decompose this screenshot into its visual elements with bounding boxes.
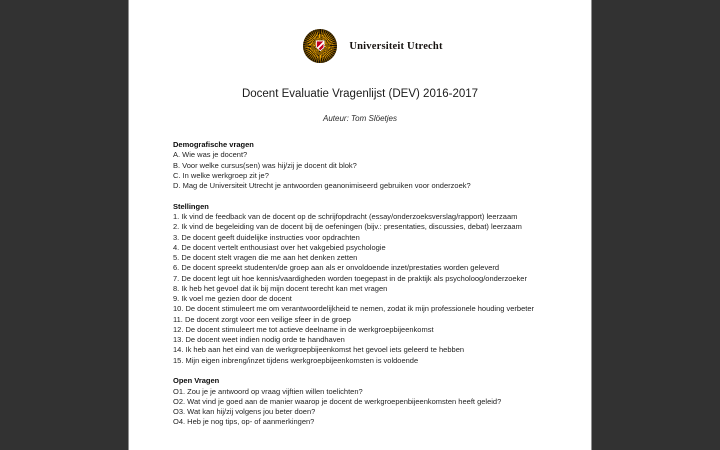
question-line: 2. Ik vind de begeleiding van de docent bij de oefeningen (bijv.: presentaties, discussies, debat) leerzaam xyxy=(173,222,522,232)
logo xyxy=(129,29,591,63)
question-line: 13. De docent weet indien nodig orde te handhaven xyxy=(173,335,345,344)
section-open-vragen xyxy=(173,376,573,427)
section-stellingen xyxy=(173,202,573,366)
question-line: 3. De docent geeft duidelijke instructies voor opdrachten xyxy=(173,232,360,242)
question-line: 11. De docent zorgt voor een veilige sfeer in de groep xyxy=(173,314,351,324)
question-line: O3. Wat kan hij/zij volgens jou beter doen? xyxy=(173,407,316,416)
question-line: 6. De docent spreekt studenten/de groep aan als er onvoldoende inzet/prestaties worden geleverd xyxy=(173,263,500,273)
question-line: C. In welke werkgroep zit je? xyxy=(173,170,269,180)
section-demografische-vragen xyxy=(173,140,573,191)
question-line: 5. De docent stelt vragen die me aan het denken zetten xyxy=(173,253,358,262)
document-author: Auteur: Tom Slöetjes xyxy=(323,114,397,123)
question-line: 10. De docent stimuleert me om verantwoordelijkheid te nemen, zodat ik mijn professionele houding verbeter xyxy=(173,304,535,314)
question-line: 12. De docent stimuleert me tot actieve deelname in de werkgroepbijeenkomst xyxy=(173,324,434,334)
question-line: D. Mag de Universiteit Utrecht je antwoorden geanonimiseerd gebruiken voor onderzoek? xyxy=(173,181,471,190)
section-heading: Stellingen xyxy=(173,201,209,211)
question-line: 14. Ik heb aan het eind van de werkgroepbijeenkomst het gevoel iets geleerd te hebben xyxy=(173,345,465,355)
uu-shield-icon xyxy=(316,40,325,51)
uu-sunburst-logo-icon xyxy=(303,29,337,63)
question-line: O2. Wat vind je goed aan de manier waarop je docent de werkgroepenbijeenkomsten heeft geleid? xyxy=(173,396,502,406)
question-line: 4. De docent vertelt enthousiast over het vakgebied psychologie xyxy=(173,242,386,252)
question-line: 15. Mijn eigen inbreng/inzet tijdens werkgroepbijeenkomsten is voldoende xyxy=(173,355,419,365)
question-line: O4. Heb je nog tips, op- of aanmerkingen? xyxy=(173,417,315,427)
question-line: 8. Ik heb het gevoel dat ik bij mijn docent terecht kan met vragen xyxy=(173,283,388,293)
logo-wordmark: Universiteit Utrecht xyxy=(349,40,443,52)
document-page xyxy=(128,0,592,450)
section-heading: Open Vragen xyxy=(173,376,220,386)
question-line: 1. Ik vind de feedback van de docent op de schrijfopdracht (essay/onderzoeksverslag/rapport) leerzaam xyxy=(173,212,518,221)
question-line: 7. De docent legt uit hoe kennis/vaardigheden worden toegepast in de praktijk als psycholoog/onderzoeker xyxy=(173,273,527,283)
question-line: O1. Zou je je antwoord op vraag vijftien willen toelichten? xyxy=(173,386,363,396)
section-heading: Demografische vragen xyxy=(173,140,254,149)
question-line: B. Voor welke cursus(sen) was hij/zij je docent dit blok? xyxy=(173,160,357,170)
question-line: 9. Ik voel me gezien door de docent xyxy=(173,294,292,303)
question-line: A. Wie was je docent? xyxy=(173,150,248,160)
document-body xyxy=(173,140,573,428)
document-title: Docent Evaluatie Vragenlijst (DEV) 2016-2017 xyxy=(241,88,479,100)
